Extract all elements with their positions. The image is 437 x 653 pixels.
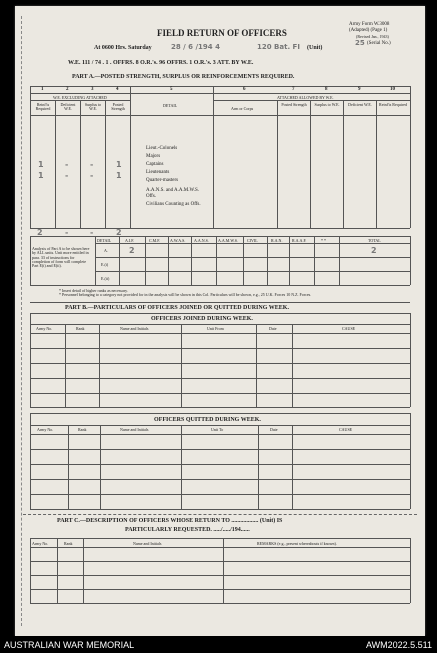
army-form-number: Army Form W.3008 xyxy=(349,22,390,27)
sub-header: Deficient W.E. xyxy=(348,102,372,107)
col-number: 4 xyxy=(116,87,119,92)
analysis-col: A.A.M.W.S. xyxy=(218,238,238,243)
analysis-col: R.A.N. xyxy=(271,238,283,243)
col-number: 5 xyxy=(170,87,173,92)
joined-col: Unit From xyxy=(207,326,224,331)
col-number: 8 xyxy=(325,87,328,92)
analysis-col: DETAIL xyxy=(97,238,112,243)
hw-total: - xyxy=(90,228,94,237)
col-number: 9 xyxy=(358,87,361,92)
archive-footer xyxy=(0,636,437,653)
analysis-note: Analysis of Part A to be shown here by ALL units. Unit more entitled in para. 33 of instructions for completion of form will complete Part E(i) and E(ii). xyxy=(32,246,90,269)
sub-header: Reinf'ts Required xyxy=(35,102,51,111)
quitted-col: Name and Initials xyxy=(120,427,149,432)
arm-or-corps-header: Arm or Corps xyxy=(231,106,254,111)
analysis-col: CIVIL xyxy=(247,238,258,243)
footer-accession-number: AWM2022.5.511 xyxy=(365,640,432,650)
part-c-heading-2: PARTICULARLY REQUESTED. ...../...../194...... xyxy=(125,527,250,533)
quitted-col: Date xyxy=(270,427,278,432)
col-number: 7 xyxy=(292,87,295,92)
we-line: W.E. 111 / 74 . 1 . OFFRS. 8 O.R.'s. 96 OFFRS. 1 O.R.'s. 3 ATT. BY W.E. xyxy=(68,60,254,66)
date-handwritten: 28 / 6 /194 4 xyxy=(171,43,220,51)
form-page xyxy=(15,6,425,636)
analysis-col: * * xyxy=(321,238,326,243)
joined-title: OFFICERS JOINED DURING WEEK. xyxy=(151,316,253,322)
rank-label: Lieutenants xyxy=(146,170,170,175)
quitted-col: Army No. xyxy=(37,427,54,432)
part-b-heading: PART B.—PARTICULARS OF OFFICERS JOINED OR QUITTED DURING WEEK. xyxy=(65,305,289,311)
sub-header: Posted Strength xyxy=(281,102,307,107)
hw-total: 2 xyxy=(116,228,122,237)
hw-value: - xyxy=(65,160,69,169)
analysis-col: A.W.A.S. xyxy=(170,238,186,243)
form-title: FIELD RETURN OF OFFICERS xyxy=(157,28,287,38)
part-a-heading: PART A.—POSTED STRENGTH, SURPLUS OR REINFORCEMENTS REQUIRED. xyxy=(72,74,295,80)
hw-value: 1 xyxy=(38,160,44,169)
rank-label: Lieut.-Colonels xyxy=(146,146,178,151)
sub-header: Deficient W.E. xyxy=(60,102,76,111)
analysis-row-label: E.(i) xyxy=(101,262,109,267)
analysis-col: TOTAL xyxy=(368,238,381,243)
adapted-note: (Adapted) (Page 1) xyxy=(349,28,388,33)
part-c-col: Army No. xyxy=(32,541,49,546)
part-c-col: Name and Initials xyxy=(133,541,162,546)
rank-label: Civilians Counting as Offs. xyxy=(146,202,201,207)
rank-label: Captains xyxy=(146,162,164,167)
we-excluding-attached-header: W.E. EXCLUDING ATTACHED xyxy=(53,95,107,100)
joined-col: Name and Initials xyxy=(120,326,149,331)
col-number: 10 xyxy=(390,87,395,92)
col-number: 3 xyxy=(91,87,94,92)
detail-header: DETAIL xyxy=(163,103,178,108)
hw-total: - xyxy=(65,228,69,237)
joined-col: Rank xyxy=(76,326,85,331)
col-number: 2 xyxy=(66,87,69,92)
unit-label: (Unit) xyxy=(307,45,323,51)
footer-institution: AUSTRALIAN WAR MEMORIAL xyxy=(4,640,135,650)
hw-value: 1 xyxy=(116,160,122,169)
analysis-row-label: E.(ii) xyxy=(101,276,110,281)
footnote-2: * Personnel belonging to a category not provided for in the analysis will be shown in this Col. Particulars will be shown, e.g., 25 U.K. Forces 10 N.Z. Forces. xyxy=(59,292,312,297)
date-line-label: At 0600 Hrs. Saturday xyxy=(94,45,152,51)
joined-col: Army No. xyxy=(36,326,53,331)
revised-note: (Revised Jan., 1943) xyxy=(356,34,389,39)
attached-allowed-header: ATTACHED ALLOWED BY W.E. xyxy=(277,95,334,100)
analysis-col: A.I.F. xyxy=(125,238,135,243)
sub-header: Surplus to W.E. xyxy=(84,102,102,111)
part-c-heading-1: PART C.—DESCRIPTION OF OFFICERS WHOSE RETURN TO .................. (Unit) IS xyxy=(57,518,283,524)
hw-value: - xyxy=(90,160,94,169)
rank-label: Majors xyxy=(146,154,161,159)
hw-value: - xyxy=(90,171,94,180)
hw-value: 1 xyxy=(38,171,44,180)
joined-col: Date xyxy=(269,326,277,331)
analysis-col: C.M.F. xyxy=(149,238,161,243)
col-number: 1 xyxy=(41,87,44,92)
quitted-col: CAUSE xyxy=(339,427,353,432)
sub-header: Reinf'ts Required xyxy=(379,102,407,107)
joined-col: CAUSE xyxy=(342,326,356,331)
footnote-1: * Insert detail of higher ranks as necessary. xyxy=(59,288,128,293)
hw-value: 1 xyxy=(116,171,122,180)
analysis-col: R.A.A.F. xyxy=(292,238,307,243)
serial-handwritten: 25 xyxy=(355,39,365,47)
analysis-aif-value: 2 xyxy=(129,246,135,255)
quitted-col: Unit To xyxy=(211,427,224,432)
analysis-col: A.A.N.S. xyxy=(194,238,209,243)
analysis-row-label: A. xyxy=(104,248,108,253)
hw-total: 2 xyxy=(37,228,43,237)
col-number: 6 xyxy=(243,87,246,92)
sub-header: Posted Strength xyxy=(111,102,125,111)
part-c-col: REMARKS (e.g., present whereabouts if known). xyxy=(257,541,337,546)
rank-label: Quarter-masters xyxy=(146,178,179,183)
rank-label: A.A.N.S. and A.A.M.W.S. Offs. xyxy=(146,188,200,199)
quitted-col: Rank xyxy=(78,427,87,432)
hw-value: - xyxy=(65,171,69,180)
part-c-col: Rank xyxy=(64,541,73,546)
sub-header: Surplus to W.E. xyxy=(314,102,340,107)
quitted-title: OFFICERS QUITTED DURING WEEK. xyxy=(154,417,261,423)
binding-margin-line xyxy=(21,16,22,626)
unit-handwritten: 120 Bat. FI xyxy=(257,43,300,51)
serial-label: (Serial No.) xyxy=(367,41,391,46)
analysis-total-value: 2 xyxy=(371,246,377,255)
